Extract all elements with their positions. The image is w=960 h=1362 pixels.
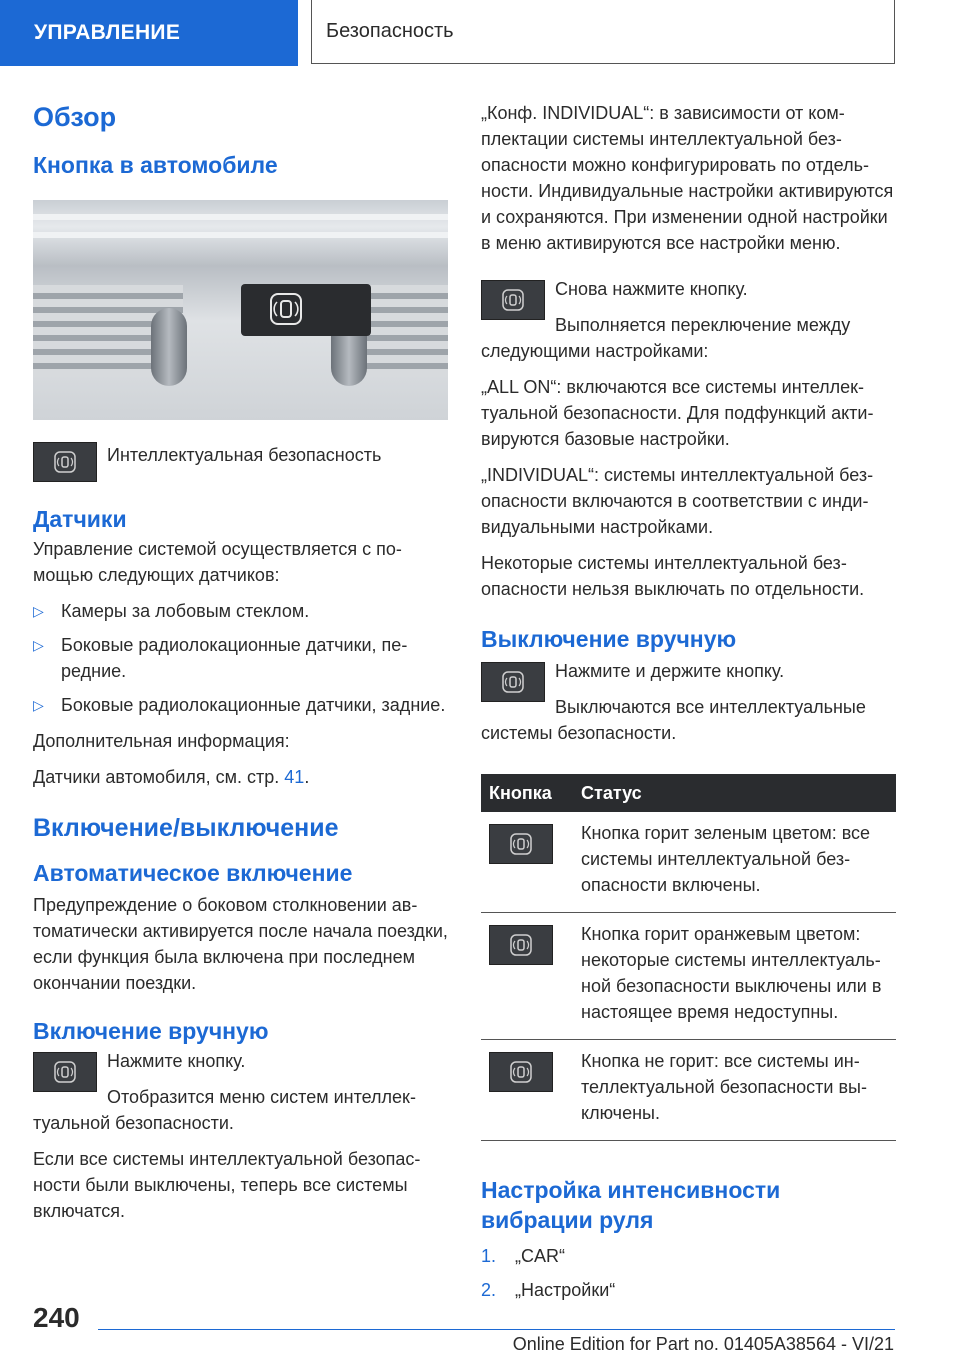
- edition-label: Online Edition for Part no. 01405A38564 - VI/21: [512, 1334, 894, 1354]
- sensor-label: Боковые радиолокационные датчики, задние.: [61, 695, 446, 715]
- col-status-header: Статус: [573, 774, 896, 812]
- intelligent-safety-icon: [481, 662, 545, 702]
- intelligent-safety-icon: [33, 442, 97, 482]
- auto-text: Предупреждение о боковом столкновении автоматически активируется после начала поездки, если функция была включена при последнем окончании поездки.: [33, 895, 448, 993]
- individual-config-text: „Конф. INDIVIDUAL“: в зависимости от комплектации системы интеллектуальной безопасности можно конфигурировать по отдельности. Индивидуальные настройки активируются и сохраняются. При изменении одной настройки в меню активируются все настройки меню.: [481, 103, 894, 253]
- footer-divider: [98, 1329, 895, 1330]
- button-caption-row: [33, 438, 448, 482]
- all-on-text: „ALL ON“: включаются все системы интеллектуальной безопасности. Для подфункций активируются базовые настройки.: [481, 377, 874, 449]
- right-column: [481, 100, 896, 1311]
- sensors-list: [33, 598, 448, 718]
- sensor-label: Камеры за лобовым стеклом.: [61, 601, 310, 621]
- table-row: [481, 913, 896, 1040]
- table-row: [481, 1040, 896, 1141]
- button-status-table: [481, 774, 896, 1141]
- manual-on-heading: Включение вручную: [33, 1018, 269, 1044]
- list-item: [33, 632, 448, 684]
- again-step: Снова нажмите кнопку.: [555, 279, 748, 299]
- col-button-header: Кнопка: [481, 774, 573, 812]
- status-cell: Кнопка не горит: все системы интеллектуальной безопасности выключены.: [573, 1040, 896, 1141]
- left-column: [33, 100, 448, 1234]
- table-header: [481, 774, 896, 812]
- see-also-suffix: .: [304, 767, 310, 787]
- table-row: [481, 812, 896, 913]
- individual-text: „INDIVIDUAL“: системы интеллектуальной безопасности включаются в соответствии с индивидуальными настройками.: [481, 465, 874, 537]
- step-number: 1.: [481, 1246, 497, 1266]
- intelligent-safety-icon: [489, 824, 553, 864]
- intelligent-safety-icon: [481, 280, 545, 320]
- step-number: 2.: [481, 1280, 497, 1300]
- manual-off-result: Выключаются все интеллектуальные системы безопасности.: [481, 697, 866, 743]
- status-cell: Кнопка горит оранжевым цветом: некоторые системы интеллектуальной безопасности выключены или в настоящее время недоступны.: [573, 913, 896, 1040]
- onoff-heading: Включение/выключение: [33, 814, 339, 842]
- dashboard-button-photo: [33, 200, 448, 420]
- manual-on-note: Если все системы интеллектуальной безопасности были выключены, теперь все системы включатся.: [33, 1149, 421, 1221]
- intelligent-safety-icon: [489, 1052, 553, 1092]
- header-chapter-label: Безопасность: [326, 20, 454, 42]
- list-item: [481, 1277, 896, 1303]
- extra-info-label: Дополнительная информация:: [33, 731, 290, 751]
- some-off-text: Некоторые системы интеллектуальной безопасности нельзя выключать по отдельности.: [481, 553, 865, 599]
- button-caption: Интеллектуальная безопасность: [107, 445, 382, 465]
- triangle-right-icon: ▷: [33, 637, 44, 653]
- sensor-label: Боковые радиолокационные датчики, передние.: [61, 635, 408, 681]
- list-item: [33, 692, 448, 718]
- intelligent-safety-icon: [33, 1052, 97, 1092]
- manual-on-result: Отобразится меню систем интеллектуальной безопасности.: [33, 1087, 416, 1133]
- header-section: [0, 0, 298, 66]
- again-result: Выполняется переключение между следующими настройками:: [481, 315, 851, 361]
- steps-list: [481, 1243, 896, 1303]
- sensors-intro: Управление системой осуществляется с помощью следующих датчиков:: [33, 539, 402, 585]
- intelligent-safety-icon: [489, 925, 553, 965]
- manual-on-step: Нажмите кнопку.: [107, 1051, 246, 1071]
- page-link[interactable]: 41: [284, 767, 305, 787]
- step-text: „Настройки“: [515, 1280, 616, 1300]
- header-chapter: [311, 0, 895, 64]
- see-also-line: [33, 764, 448, 790]
- button-heading: Кнопка в автомобиле: [33, 152, 278, 178]
- manual-off-step: Нажмите и держите кнопку.: [555, 661, 785, 681]
- header-section-label: УПРАВЛЕНИЕ: [34, 21, 181, 44]
- page-title: Обзор: [33, 102, 117, 132]
- sensors-heading: Датчики: [33, 506, 127, 532]
- intelligent-safety-icon: [241, 284, 371, 336]
- car-safety-button-photo: [241, 284, 371, 336]
- step-text: „CAR“: [515, 1246, 565, 1266]
- list-item: [481, 1243, 896, 1269]
- triangle-right-icon: ▷: [33, 603, 44, 619]
- triangle-right-icon: ▷: [33, 697, 44, 713]
- see-also-text: Датчики автомобиля, см. стр.: [33, 767, 280, 787]
- page-number: 240: [33, 1302, 80, 1333]
- list-item: [33, 598, 448, 624]
- manual-off-heading: Выключение вручную: [481, 626, 737, 652]
- vibration-heading: Настройка интенсивности вибрации руля: [481, 1177, 781, 1233]
- auto-heading: Автоматическое включение: [33, 860, 353, 886]
- status-cell: Кнопка горит зеленым цветом: все системы интеллектуальной безопасности включены.: [573, 812, 896, 913]
